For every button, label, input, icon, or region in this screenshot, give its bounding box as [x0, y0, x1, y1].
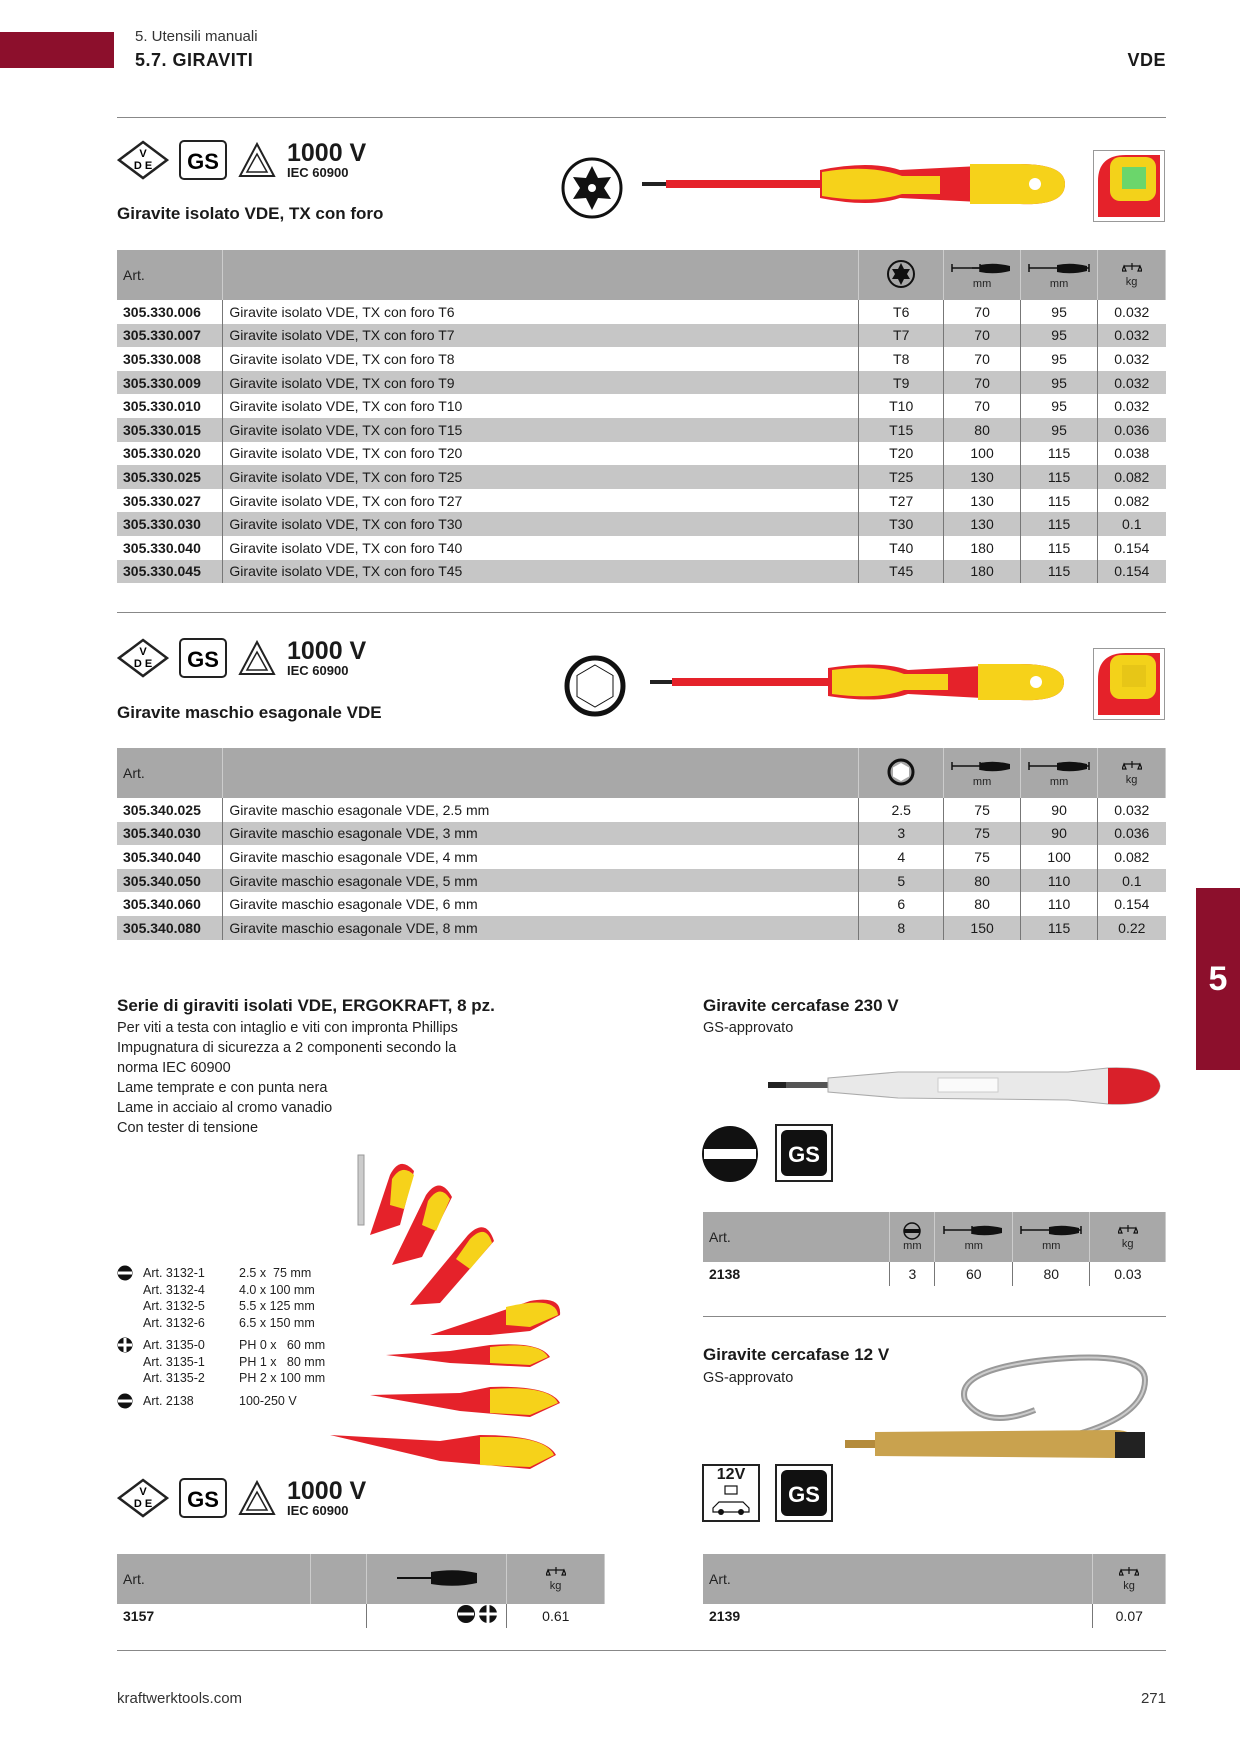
cell-weight: 0.038 — [1098, 442, 1166, 466]
col-art: Art. — [703, 1212, 890, 1262]
cell-size: 2.5 — [859, 798, 944, 822]
cell-weight: 0.032 — [1098, 798, 1166, 822]
spec-art: Art. 2138 — [143, 1393, 194, 1408]
cell-length: 90 — [1021, 798, 1098, 822]
iec-label: IEC 60900 — [287, 164, 349, 180]
svg-text:GS: GS — [187, 1487, 219, 1512]
table-hex — [117, 748, 1166, 940]
cert-block-3 — [117, 1478, 366, 1518]
weight-icon: kg — [1104, 760, 1159, 786]
page-number: 271 — [1140, 1690, 1166, 1707]
tester230-image — [768, 1062, 1164, 1110]
torx-profile-icon — [560, 156, 624, 220]
double-triangle-icon — [237, 638, 277, 678]
tester230-title: Giravite cercafase 230 V — [703, 996, 899, 1015]
spec-art: Art. 3132-6 — [143, 1315, 205, 1330]
table-row — [117, 512, 1166, 536]
vde-icon — [117, 638, 169, 678]
cell-size: T6 — [859, 300, 944, 324]
cell-size: T25 — [859, 465, 944, 489]
cell-weight: 0.082 — [1098, 489, 1166, 513]
cell-length: 95 — [1021, 371, 1098, 395]
svg-text:D E: D E — [133, 160, 153, 172]
table-tester230 — [703, 1212, 1166, 1286]
blade-length-icon: mm — [950, 260, 1014, 290]
cell-length: 115 — [1021, 916, 1098, 940]
cell-art: 305.330.045 — [117, 560, 223, 584]
cell-blade: 80 — [944, 892, 1021, 916]
svg-text:GS: GS — [788, 1142, 820, 1167]
cell-size: T7 — [859, 324, 944, 348]
svg-text:D E: D E — [133, 658, 153, 670]
tester230-weight: 0.03 — [1090, 1262, 1166, 1286]
tester12-art: 2139 — [709, 1607, 741, 1624]
col-art: Art. — [703, 1554, 1093, 1604]
torx-col-icon — [886, 259, 916, 289]
cell-length: 115 — [1021, 512, 1098, 536]
table-row — [117, 442, 1166, 466]
cell-art: 305.340.040 — [123, 848, 201, 865]
cell-weight: 0.082 — [1098, 845, 1166, 869]
spec-size: 6.5 x 150 mm — [239, 1315, 315, 1330]
cell-art: 305.330.020 — [123, 445, 201, 462]
battery-car-icon — [709, 1484, 753, 1516]
cell-description: Giravite isolato VDE, TX con foro T8 — [223, 347, 859, 371]
cell-length: 95 — [1021, 324, 1098, 348]
cell-length: 95 — [1021, 418, 1098, 442]
product-title-tx: Giravite isolato VDE, TX con foro — [117, 204, 384, 223]
svg-text:V: V — [139, 646, 147, 658]
tip-closeup-image-2 — [1093, 648, 1165, 720]
cell-weight: 0.032 — [1098, 371, 1166, 395]
table-tester12 — [703, 1554, 1166, 1628]
weight-icon: kg — [513, 1566, 598, 1592]
blade-length-icon: mm — [950, 758, 1014, 788]
vde-icon — [117, 140, 169, 180]
spec-row — [117, 1282, 347, 1299]
cell-size: T45 — [859, 560, 944, 584]
cell-blade: 70 — [944, 300, 1021, 324]
hex-screwdriver-image — [648, 654, 1068, 710]
desc-line: norma IEC 60900 — [117, 1060, 231, 1076]
weight-icon: kg — [1096, 1224, 1159, 1250]
section-title: 5.7. GIRAVITI — [135, 50, 254, 70]
desc-line: Lame in acciaio al cromo vanadio — [117, 1100, 333, 1116]
spec-art: Art. 3132-1 — [143, 1266, 205, 1280]
svg-text:D E: D E — [133, 1498, 153, 1510]
cell-blade: 75 — [944, 845, 1021, 869]
cell-blade: 180 — [944, 536, 1021, 560]
table-row — [117, 536, 1166, 560]
cell-description: Giravite maschio esagonale VDE, 8 mm — [223, 916, 859, 940]
voltage-label: 1000 V — [287, 1476, 367, 1505]
spec-art: Art. 3135-0 — [143, 1338, 205, 1352]
slot-icon — [117, 1265, 143, 1281]
table-row — [117, 394, 1166, 418]
total-length-icon: mm — [1027, 758, 1091, 788]
weight-icon: kg — [1099, 1566, 1159, 1592]
cell-length: 110 — [1021, 869, 1098, 893]
desc-line: Con tester di tensione — [117, 1120, 259, 1136]
screwdriver-col-icon — [395, 1568, 479, 1588]
cell-art: 305.340.080 — [117, 916, 223, 940]
gs-badge-icon — [775, 1464, 833, 1522]
table-row — [117, 892, 1166, 916]
table-tx — [117, 250, 1166, 583]
cell-blade: 150 — [944, 916, 1021, 940]
hex-profile-icon — [563, 654, 627, 718]
table-row — [117, 371, 1166, 395]
tester12-sub: GS-approvato — [703, 1370, 794, 1386]
cell-art: 305.330.025 — [117, 465, 223, 489]
cell-size: T8 — [859, 347, 944, 371]
cell-weight: 0.1 — [1098, 512, 1166, 536]
cell-art: 305.330.008 — [123, 350, 201, 367]
weight-icon: kg — [1104, 262, 1159, 288]
spec-size: 2.5 x 75 mm — [239, 1266, 312, 1280]
cell-length: 115 — [1021, 560, 1098, 584]
cell-description: Giravite isolato VDE, TX con foro T6 — [223, 300, 859, 324]
gs-icon — [179, 140, 227, 180]
table-row — [117, 916, 1166, 940]
table-row — [117, 300, 1166, 324]
svg-text:GS: GS — [187, 149, 219, 174]
cell-weight: 0.082 — [1098, 465, 1166, 489]
cell-art: 305.330.027 — [123, 492, 201, 509]
svg-text:GS: GS — [187, 647, 219, 672]
cell-length: 115 — [1021, 489, 1098, 513]
tester230-sub: GS-approvato — [703, 1020, 794, 1036]
table-set — [117, 1554, 605, 1628]
slot-profile-icon — [700, 1124, 760, 1184]
cell-description: Giravite isolato VDE, TX con foro T27 — [223, 489, 859, 513]
cell-weight: 0.1 — [1098, 869, 1166, 893]
cell-weight: 0.032 — [1098, 394, 1166, 418]
cell-art: 305.330.015 — [117, 418, 223, 442]
col-art: Art. — [117, 748, 223, 798]
cell-art: 305.340.060 — [123, 896, 201, 913]
12v-badge: 12V — [702, 1464, 760, 1522]
cell-weight: 0.036 — [1098, 418, 1166, 442]
footer-site[interactable]: kraftwerktools.com — [117, 1690, 243, 1707]
set-description — [117, 1018, 458, 1138]
cell-blade: 130 — [944, 512, 1021, 536]
desc-line: Impugnatura di sicurezza a 2 componenti secondo la — [117, 1040, 457, 1056]
tester230-length: 80 — [1013, 1262, 1090, 1286]
table-row — [117, 347, 1166, 371]
total-length-icon: mm — [1027, 260, 1091, 290]
cell-blade: 100 — [944, 442, 1021, 466]
table-row — [117, 560, 1166, 584]
table-row — [117, 869, 1166, 893]
set-spec-list — [117, 1265, 347, 1409]
spec-size: 4.0 x 100 mm — [239, 1282, 315, 1297]
total-length-icon: mm — [1019, 1222, 1083, 1252]
cell-weight: 0.036 — [1098, 822, 1166, 846]
header-red-bar — [0, 32, 114, 68]
tester230-slot: 3 — [890, 1262, 935, 1286]
cert-block-1 — [117, 140, 366, 180]
table-row — [117, 822, 1166, 846]
cell-blade: 75 — [944, 798, 1021, 822]
table-row — [117, 798, 1166, 822]
cell-art: 305.330.030 — [117, 512, 223, 536]
product-title-hex: Giravite maschio esagonale VDE — [117, 703, 382, 722]
section-tag: VDE — [1127, 50, 1166, 70]
cell-blade: 70 — [944, 371, 1021, 395]
cell-description: Giravite maschio esagonale VDE, 5 mm — [223, 869, 859, 893]
cell-weight: 0.154 — [1098, 560, 1166, 584]
cell-size: T10 — [859, 394, 944, 418]
phillips-icon — [117, 1337, 143, 1353]
screwdriver-set-image — [330, 1135, 590, 1495]
cell-size: 8 — [859, 916, 944, 940]
cell-description: Giravite maschio esagonale VDE, 4 mm — [223, 845, 859, 869]
iec-label: IEC 60900 — [287, 1502, 349, 1518]
cell-size: T27 — [859, 489, 944, 513]
cell-description: Giravite isolato VDE, TX con foro T30 — [223, 512, 859, 536]
cell-length: 95 — [1021, 300, 1098, 324]
cell-blade: 180 — [944, 560, 1021, 584]
cell-length: 95 — [1021, 347, 1098, 371]
spec-row — [117, 1315, 347, 1332]
cell-size: T40 — [859, 536, 944, 560]
spec-art: Art. 3135-2 — [143, 1371, 205, 1385]
desc-line: Per viti a testa con intaglio e viti con impronta Phillips — [117, 1020, 458, 1036]
spec-art: Art. 3135-1 — [143, 1354, 205, 1369]
cell-length: 95 — [1021, 394, 1098, 418]
spec-art: Art. 3132-4 — [143, 1282, 205, 1297]
set-title: Serie di giraviti isolati VDE, ERGOKRAFT, 8 pz. — [117, 996, 495, 1015]
svg-text:V: V — [139, 148, 147, 160]
cell-art: 305.330.007 — [117, 324, 223, 348]
gs-icon — [179, 1478, 227, 1518]
table-row — [117, 324, 1166, 348]
tip-closeup-image-1 — [1093, 150, 1165, 222]
table-row — [117, 465, 1166, 489]
cell-art: 305.340.050 — [117, 869, 223, 893]
cell-art: 305.330.009 — [117, 371, 223, 395]
table-row — [117, 418, 1166, 442]
cell-description: Giravite isolato VDE, TX con foro T45 — [223, 560, 859, 584]
col-art: Art. — [117, 250, 223, 300]
cell-size: 3 — [859, 822, 944, 846]
voltage-label: 1000 V — [287, 138, 367, 167]
cell-description: Giravite isolato VDE, TX con foro T15 — [223, 418, 859, 442]
tx-screwdriver-image — [640, 150, 1070, 216]
tester230-art: 2138 — [709, 1265, 741, 1282]
cell-length: 90 — [1021, 822, 1098, 846]
tester230-blade: 60 — [935, 1262, 1013, 1286]
cell-description: Giravite isolato VDE, TX con foro T25 — [223, 465, 859, 489]
tester12-title: Giravite cercafase 12 V — [703, 1345, 890, 1364]
vde-icon — [117, 1478, 169, 1518]
slot-icon — [117, 1393, 143, 1409]
cell-description: Giravite maschio esagonale VDE, 2.5 mm — [223, 798, 859, 822]
spec-row — [117, 1337, 347, 1354]
cell-description: Giravite isolato VDE, TX con foro T10 — [223, 394, 859, 418]
cell-length: 115 — [1021, 536, 1098, 560]
double-triangle-icon — [237, 140, 277, 180]
tester12-weight: 0.07 — [1093, 1604, 1166, 1628]
cell-blade: 70 — [944, 394, 1021, 418]
hex-col-icon — [886, 757, 916, 787]
iec-label: IEC 60900 — [287, 662, 349, 678]
cell-blade: 130 — [944, 489, 1021, 513]
spec-size: PH 2 x 100 mm — [239, 1371, 326, 1385]
cell-weight: 0.22 — [1098, 916, 1166, 940]
cell-description: Giravite isolato VDE, TX con foro T40 — [223, 536, 859, 560]
cell-length: 110 — [1021, 892, 1098, 916]
cell-blade: 130 — [944, 465, 1021, 489]
cell-blade: 70 — [944, 347, 1021, 371]
cell-art: 305.340.030 — [117, 822, 223, 846]
spec-size: PH 1 x 80 mm — [239, 1354, 326, 1369]
spec-size: PH 0 x 60 mm — [239, 1338, 326, 1352]
spec-row — [117, 1370, 347, 1387]
cell-blade: 75 — [944, 822, 1021, 846]
set-art: 3157 — [123, 1607, 155, 1624]
tester12-image — [845, 1340, 1165, 1470]
double-triangle-icon — [237, 1478, 277, 1518]
table-row — [117, 489, 1166, 513]
cell-size: 6 — [859, 892, 944, 916]
cell-length: 115 — [1021, 442, 1098, 466]
cell-size: 5 — [859, 869, 944, 893]
svg-text:GS: GS — [788, 1482, 820, 1507]
cell-art: 305.340.025 — [123, 801, 201, 818]
spec-size: 100-250 V — [239, 1393, 297, 1408]
cell-art: 305.330.040 — [123, 539, 201, 556]
table-row — [117, 845, 1166, 869]
cell-size: 4 — [859, 845, 944, 869]
slot-col-icon: mm — [896, 1222, 928, 1252]
cell-size: T30 — [859, 512, 944, 536]
cell-description: Giravite isolato VDE, TX con foro T7 — [223, 324, 859, 348]
cell-description: Giravite isolato VDE, TX con foro T20 — [223, 442, 859, 466]
spec-row — [117, 1265, 347, 1282]
set-weight: 0.61 — [542, 1607, 570, 1624]
voltage-label: 1000 V — [287, 636, 367, 665]
cell-size: T15 — [859, 418, 944, 442]
cert-block-2 — [117, 638, 366, 678]
cell-description: Giravite maschio esagonale VDE, 6 mm — [223, 892, 859, 916]
cell-weight: 0.032 — [1098, 300, 1166, 324]
breadcrumb: 5. Utensili manuali — [135, 28, 258, 45]
spec-row — [117, 1298, 347, 1315]
cell-weight: 0.154 — [1098, 536, 1166, 560]
col-art: Art. — [117, 1554, 311, 1604]
cell-description: Giravite maschio esagonale VDE, 3 mm — [223, 822, 859, 846]
chapter-tab[interactable]: 5 — [1196, 888, 1240, 1070]
cell-length: 100 — [1021, 845, 1098, 869]
cell-art: 305.330.006 — [123, 303, 201, 320]
blade-length-icon: mm — [941, 1222, 1006, 1252]
cell-size: T9 — [859, 371, 944, 395]
desc-line: Lame temprate e con punta nera — [117, 1080, 328, 1096]
spec-row — [117, 1354, 347, 1371]
slot-phillips-icons — [456, 1611, 500, 1627]
spec-art: Art. 3132-5 — [143, 1299, 205, 1313]
gs-badge-icon — [775, 1124, 833, 1182]
spec-size: 5.5 x 125 mm — [239, 1299, 315, 1313]
svg-text:V: V — [139, 1486, 147, 1498]
cell-weight: 0.154 — [1098, 892, 1166, 916]
cell-art: 305.330.010 — [123, 398, 201, 415]
cell-blade: 70 — [944, 324, 1021, 348]
cell-description: Giravite isolato VDE, TX con foro T9 — [223, 371, 859, 395]
gs-icon — [179, 638, 227, 678]
cell-weight: 0.032 — [1098, 347, 1166, 371]
cell-size: T20 — [859, 442, 944, 466]
cell-blade: 80 — [944, 418, 1021, 442]
cell-weight: 0.032 — [1098, 324, 1166, 348]
spec-row — [117, 1393, 347, 1410]
cell-blade: 80 — [944, 869, 1021, 893]
cell-length: 115 — [1021, 465, 1098, 489]
